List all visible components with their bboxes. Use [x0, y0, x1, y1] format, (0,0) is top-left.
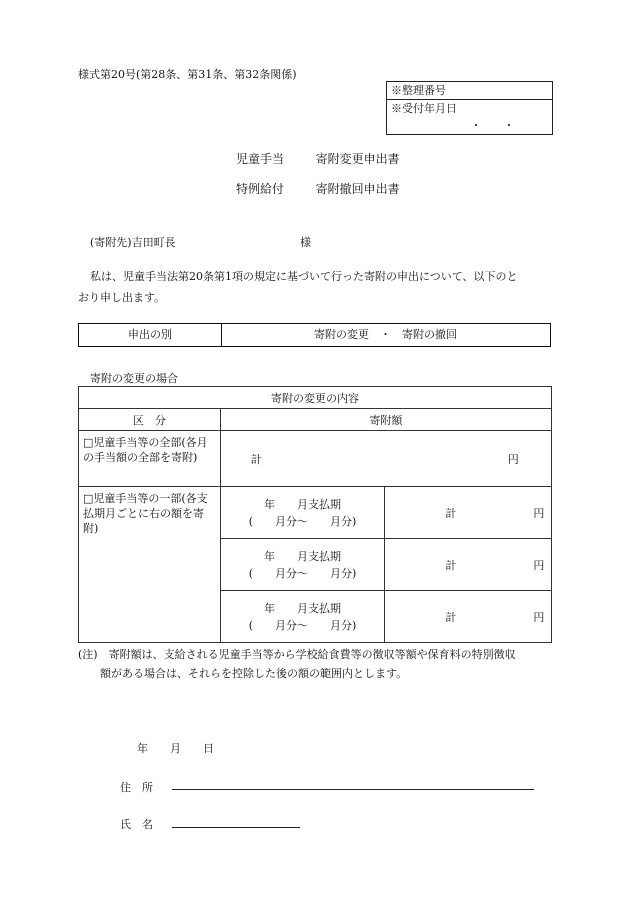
payment-total-label: 計 — [445, 507, 457, 520]
payment-period-month: 年 月支払期 — [264, 601, 342, 615]
payment-total-label: 計 — [445, 611, 457, 624]
intro-line-2: おり申し出ます。 — [78, 291, 166, 304]
request-type-options[interactable]: 寄附の変更 ・ 寄附の撤回 — [314, 328, 457, 341]
reception-date-label: ※受付年月日 — [391, 102, 457, 115]
payment-period-cell[interactable] — [220, 591, 385, 643]
change-table-header: 寄附の変更の内容 — [79, 387, 552, 409]
name-field[interactable] — [172, 827, 300, 828]
payment-amount-cell[interactable] — [385, 591, 552, 643]
date-line[interactable]: 年 月 日 — [137, 742, 214, 755]
payment-period-range: ( 月分～ 月分) — [248, 514, 357, 528]
name-label: 氏 名 — [120, 818, 153, 831]
note-line-1: (注) 寄附額は、支給される児童手当等から学校給食費等の徴収等額や保育料の特別徴収 — [78, 648, 516, 661]
option-part-checkbox[interactable]: □児童手当等の一部(各支払期月ごとに右の額を寄附) — [79, 487, 221, 643]
request-type-label: 申出の別 — [79, 324, 222, 346]
option-all-checkbox[interactable]: □児童手当等の全部(各月の手当額の全部を寄附) — [79, 431, 221, 487]
title-donation-change: 寄附変更申出書 — [315, 152, 400, 166]
reference-number-label: ※整理番号 — [387, 82, 552, 100]
title-line-1 — [236, 150, 400, 167]
payment-period-cell[interactable] — [220, 487, 385, 539]
reception-stamp-box — [386, 81, 553, 135]
payment-period-range: ( 月分～ 月分) — [248, 566, 357, 580]
payment-unit: 円 — [533, 611, 545, 624]
option-all-amount-cell[interactable] — [220, 431, 551, 487]
payment-period-month: 年 月支払期 — [264, 549, 342, 563]
address-label: 住 所 — [120, 781, 153, 794]
request-type-box — [78, 323, 551, 347]
change-section-label: 寄附の変更の場合 — [90, 372, 178, 385]
payment-amount-cell[interactable] — [385, 487, 552, 539]
payment-period-range: ( 月分～ 月分) — [248, 618, 357, 632]
addressee: (寄附先)吉田町長 — [90, 236, 176, 249]
addressee-honorific: 様 — [300, 236, 311, 249]
column-category: 区 分 — [79, 409, 221, 431]
payment-period-month: 年 月支払期 — [264, 497, 342, 511]
column-amount: 寄附額 — [220, 409, 551, 431]
payment-unit: 円 — [533, 507, 545, 520]
title-child-allowance: 児童手当 — [236, 152, 285, 166]
option-all-total-label: 計 — [250, 453, 262, 466]
title-line-2 — [236, 180, 400, 197]
note-line-2: 額がある場合は、それらを控除した後の額の範囲内とします。 — [100, 667, 408, 680]
title-special-benefit: 特例給付 — [236, 182, 285, 196]
change-table — [78, 386, 552, 643]
payment-unit: 円 — [533, 559, 545, 572]
address-field[interactable] — [172, 789, 534, 790]
form-number: 様式第20号(第28条、第31条、第32条関係) — [78, 68, 297, 81]
title-donation-withdrawal: 寄附撤回申出書 — [315, 182, 400, 196]
reception-date-dots: ・ ・ — [470, 119, 515, 132]
option-all-unit: 円 — [507, 453, 519, 466]
payment-period-cell[interactable] — [220, 539, 385, 591]
intro-line-1: 私は、児童手当法第20条第1項の規定に基づいて行った寄附の申出について、以下のと — [90, 270, 518, 283]
payment-amount-cell[interactable] — [385, 539, 552, 591]
payment-total-label: 計 — [445, 559, 457, 572]
